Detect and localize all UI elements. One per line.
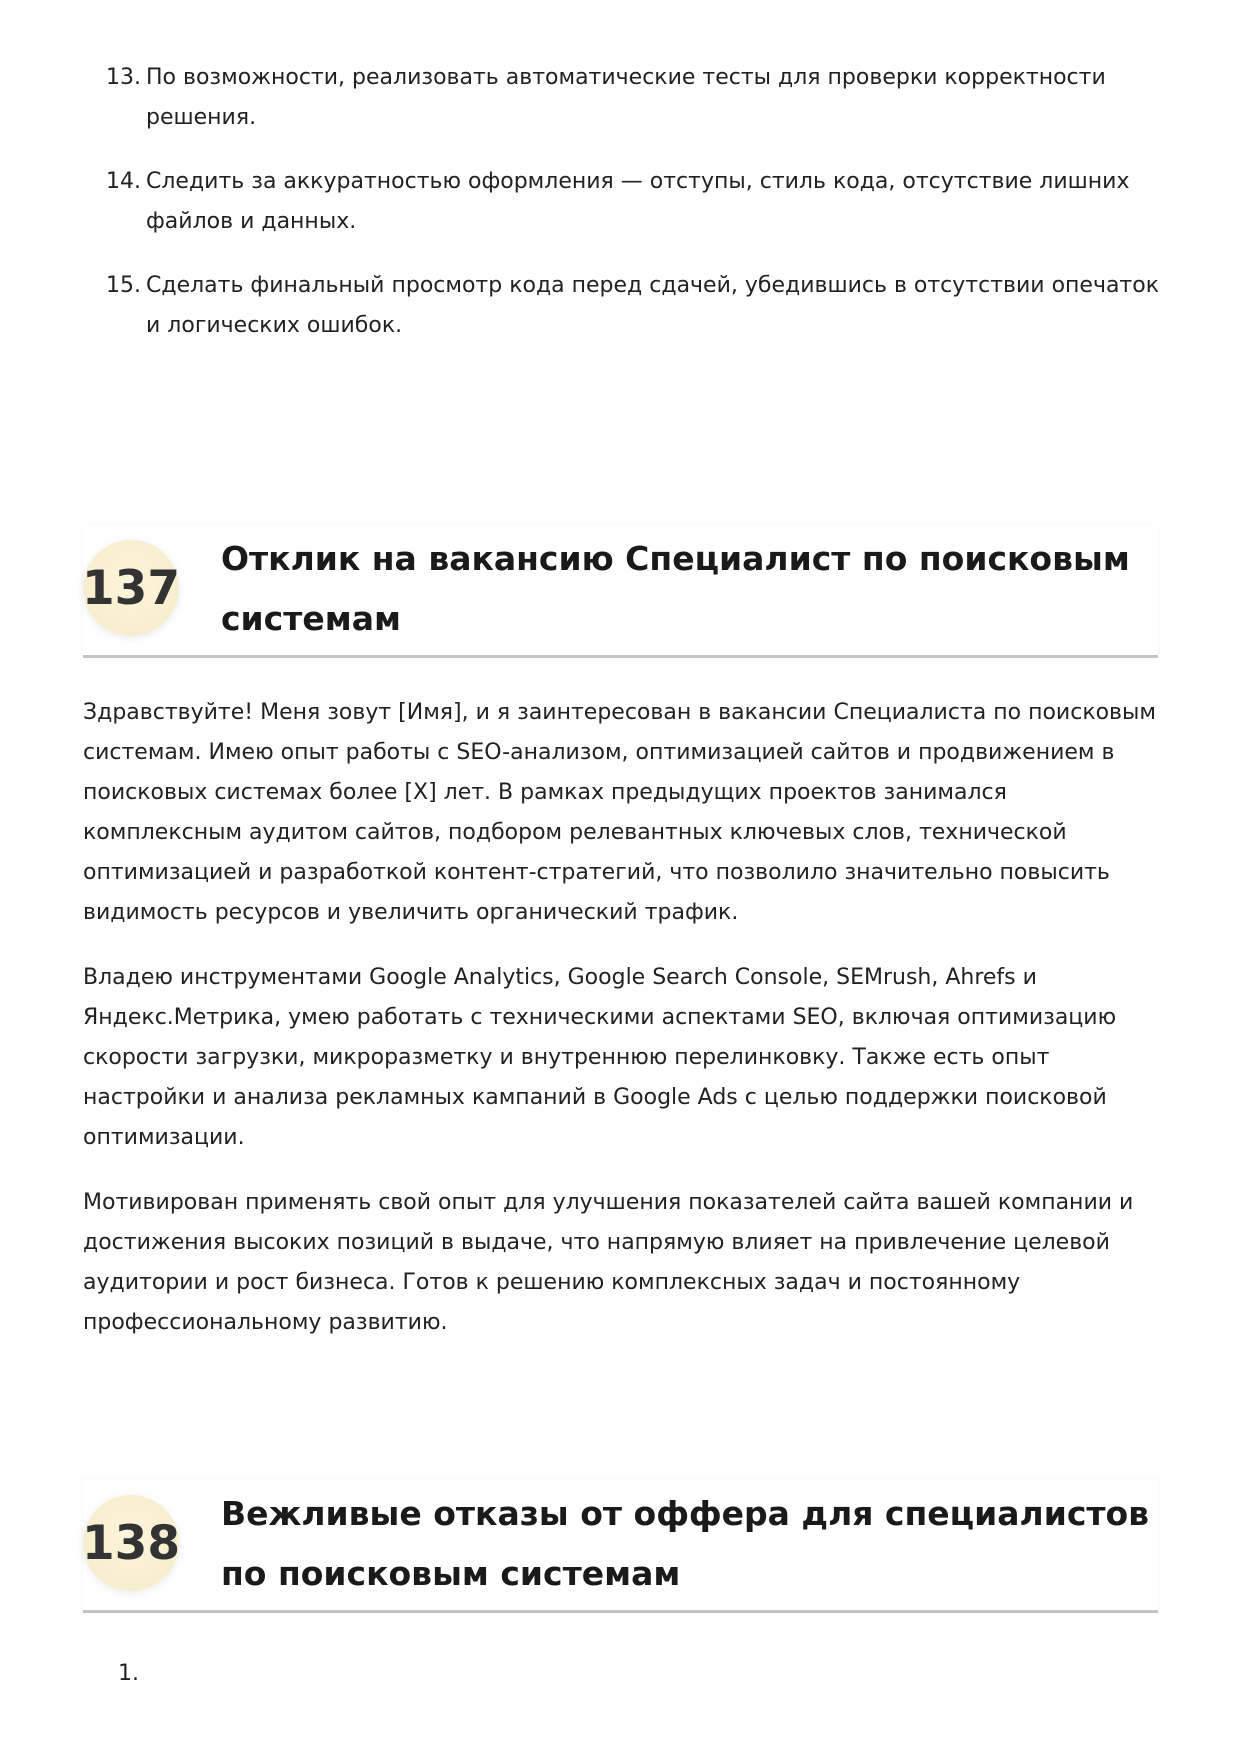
section-header-138 [83,1480,1158,1613]
paragraph: Мотивирован применять свой опыт для улучшения показателей сайта вашей компании и достижения высоких позиций в выдаче, что напрямую влияет на привлечение целевой аудитории и рост бизнеса. Готов к решению комплексных задач и постоянному профессиональному развитию. [83,1190,1134,1335]
section-body-137 [83,693,1163,1368]
list-item-text: Сделать финальный просмотр кода перед сдачей, убедившись в отсутствии опечаток и логических ошибок. [146,273,1159,338]
section-title: Вежливые отказы от оффера для специалистов по поисковым системам [221,1494,1150,1593]
paragraph: Владею инструментами Google Analytics, Google Search Console, SEMrush, Ahrefs и Яндекс.Метрика, умею работать с техническими аспектами SEO, включая оптимизацию скорости загрузки, микроразметку и внутреннюю перелинковку. Также есть опыт настройки и анализа рекламных кампаний в Google Ads с целью поддержки поисковой оптимизации. [83,965,1117,1150]
list-item [83,266,1163,346]
list-item-text: Следить за аккуратностью оформления — отступы, стиль кода, отсутствие лишних файлов и данных. [146,169,1130,234]
list-item-number: 13. [106,65,141,90]
list-item-number: 1. [118,1661,139,1686]
list-item [83,162,1163,242]
section-header-137 [83,525,1158,658]
list-item-text: По возможности, реализовать автоматические тесты для проверки корректности решения. [146,65,1106,130]
list-item-number: 14. [106,169,141,194]
numbered-list [83,58,1163,370]
section-number-badge: 138 [83,1495,179,1591]
section-title: Отклик на вакансию Специалист по поисковым системам [221,539,1130,638]
list-item-number: 15. [106,273,141,298]
list-item [83,58,1163,138]
paragraph: Здравствуйте! Меня зовут [Имя], и я заинтересован в вакансии Специалиста по поисковым системам. Имею опыт работы с SEO-анализом, оптимизацией сайтов и продвижением в поисковых системах более [X] лет. В рамках предыдущих проектов занимался комплексным аудитом сайтов, подбором релевантных ключевых слов, технической оптимизацией и разработкой контент-стратегий, что позволило значительно повысить видимость ресурсов и увеличить органический трафик. [83,700,1156,925]
section-number-badge: 137 [83,540,179,636]
